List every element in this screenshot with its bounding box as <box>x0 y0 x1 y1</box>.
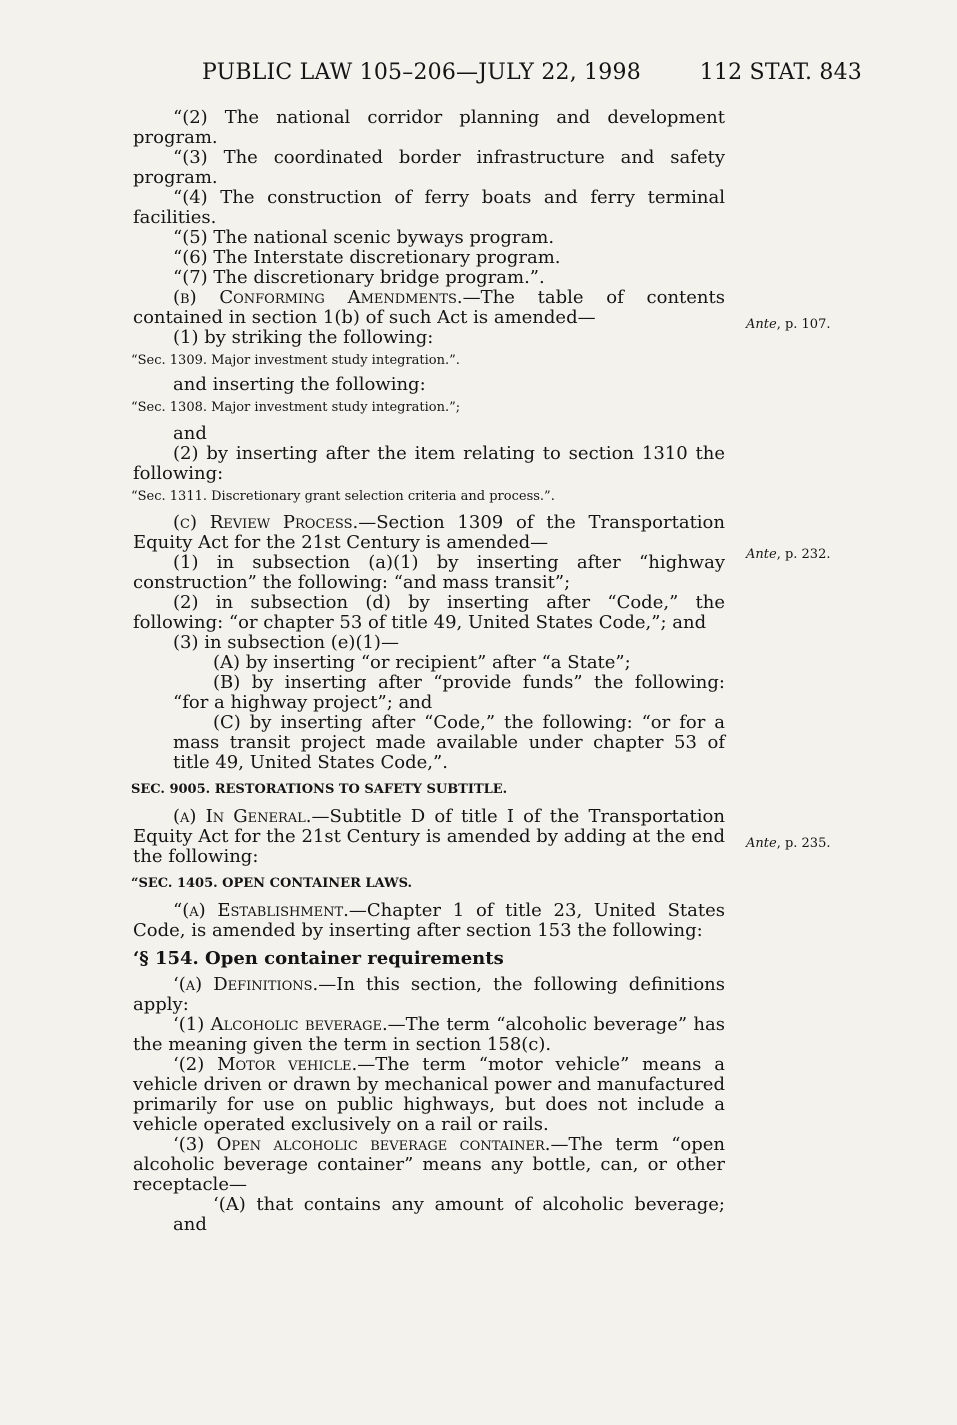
definitions-heading: ‘(a) Definitions. <box>173 974 319 995</box>
margin-note-ante-107: Ante, p. 107. <box>746 317 831 332</box>
subsection-c-3: (3) in subsection (e)(1)— <box>173 632 399 653</box>
paragraph-3: “(3) The coordinated border infrastructure and safety program. <box>133 147 725 188</box>
establishment-text: —Chapter 1 of title 23, United States Code, is amended by inserting after section 153 the following: <box>133 900 725 941</box>
subsection-c-2: (2) in subsection (d) by inserting after “Code,” the following: “or chapter 53 of title 49, United States Code,”; and <box>133 592 725 633</box>
toc-item-1311: “Sec. 1311. Discretionary grant selection criteria and process.”. <box>131 489 555 504</box>
subsection-a-text: —Subtitle D of title I of the Transportation Equity Act for the 21st Century is amended by adding at the end the following: <box>133 806 725 867</box>
toc-item-1309: “Sec. 1309. Major investment study integration.”. <box>131 353 460 368</box>
definitions-text: —In this section, the following definitions apply: <box>133 974 725 1015</box>
subsection-b <box>133 288 725 328</box>
subsection-b-1: (1) by striking the following: <box>173 327 434 348</box>
paragraph-5: “(5) The national scenic byways program. <box>173 227 555 248</box>
margin-note-ante-235: Ante, p. 235. <box>746 836 831 851</box>
subsection-a-general <box>133 807 725 867</box>
establishment-paragraph <box>133 901 725 941</box>
subsection-a-heading: (a) In General. <box>173 806 312 827</box>
subsection-c-1: (1) in subsection (a)(1) by inserting after “highway construction” the following: “and mass transit”; <box>133 552 725 593</box>
subsection-c-text: —Section 1309 of the Transportation Equity Act for the 21st Century is amended— <box>133 512 725 553</box>
definition-2 <box>133 1055 725 1135</box>
paragraph-7: “(7) The discretionary bridge program.”. <box>173 267 545 288</box>
header-law-title: PUBLIC LAW 105–206—JULY 22, 1998 <box>202 60 641 85</box>
definition-1 <box>133 1015 725 1055</box>
definition-1-text: —The term “alcoholic beverage” has the meaning given the term in section 158(c). <box>133 1014 725 1055</box>
subsection-c-3-A: (A) by inserting “or recipient” after “a State”; <box>213 652 631 673</box>
subsection-c-3-B: (B) by inserting after “provide funds” the following: “for a highway project”; and <box>173 672 725 713</box>
definition-3 <box>133 1135 725 1195</box>
section-1405-heading: “SEC. 1405. OPEN CONTAINER LAWS. <box>131 876 413 891</box>
paragraph-4: “(4) The construction of ferry boats and ferry terminal facilities. <box>133 187 725 228</box>
margin-note-ante-232: Ante, p. 232. <box>746 547 831 562</box>
paragraph-2: “(2) The national corridor planning and development program. <box>133 107 725 148</box>
definitions-paragraph <box>133 975 725 1015</box>
definition-2-heading: ‘(2) Motor vehicle. <box>173 1054 358 1075</box>
document-body <box>133 108 725 1235</box>
section-154-title: ‘§ 154. Open container requirements <box>133 948 504 969</box>
section-9005-heading: SEC. 9005. RESTORATIONS TO SAFETY SUBTITLE. <box>131 782 508 797</box>
inserting-clause: and inserting the following: <box>173 374 426 395</box>
subsection-b-heading: (b) Conforming Amendments. <box>173 287 463 308</box>
toc-item-1308: “Sec. 1308. Major investment study integration.”; <box>131 400 461 415</box>
establishment-heading: “(a) Establishment. <box>173 900 349 921</box>
subsection-c-3-C: (C) by inserting after “Code,” the following: “or for a mass transit project made available under chapter 53 of title 49, United States Code,”. <box>173 712 725 773</box>
paragraph-6: “(6) The Interstate discretionary program. <box>173 247 561 268</box>
definition-3-text: —The term “open alcoholic beverage container” means any bottle, can, or other receptacle— <box>133 1134 725 1195</box>
subsection-b-text: —The table of contents contained in section 1(b) of such Act is amended— <box>133 287 725 328</box>
subsection-c-heading: (c) Review Process. <box>173 512 359 533</box>
subsection-c <box>133 513 725 553</box>
subsection-b-2: (2) by inserting after the item relating to section 1310 the following: <box>133 443 725 484</box>
definition-3-heading: ‘(3) Open alcoholic beverage container. <box>173 1134 551 1155</box>
and-clause: and <box>173 423 207 444</box>
header-stat-page: 112 STAT. 843 <box>699 60 862 85</box>
definition-1-heading: ‘(1) Alcoholic beverage. <box>173 1014 388 1035</box>
definition-2-text: —The term “motor vehicle” means a vehicle driven or drawn by mechanical power and manufactured primarily for use on public highways, but does not include a vehicle operated exclusively on a rail or rails. <box>133 1054 726 1135</box>
definition-3-A: ‘(A) that contains any amount of alcoholic beverage; and <box>173 1194 725 1235</box>
